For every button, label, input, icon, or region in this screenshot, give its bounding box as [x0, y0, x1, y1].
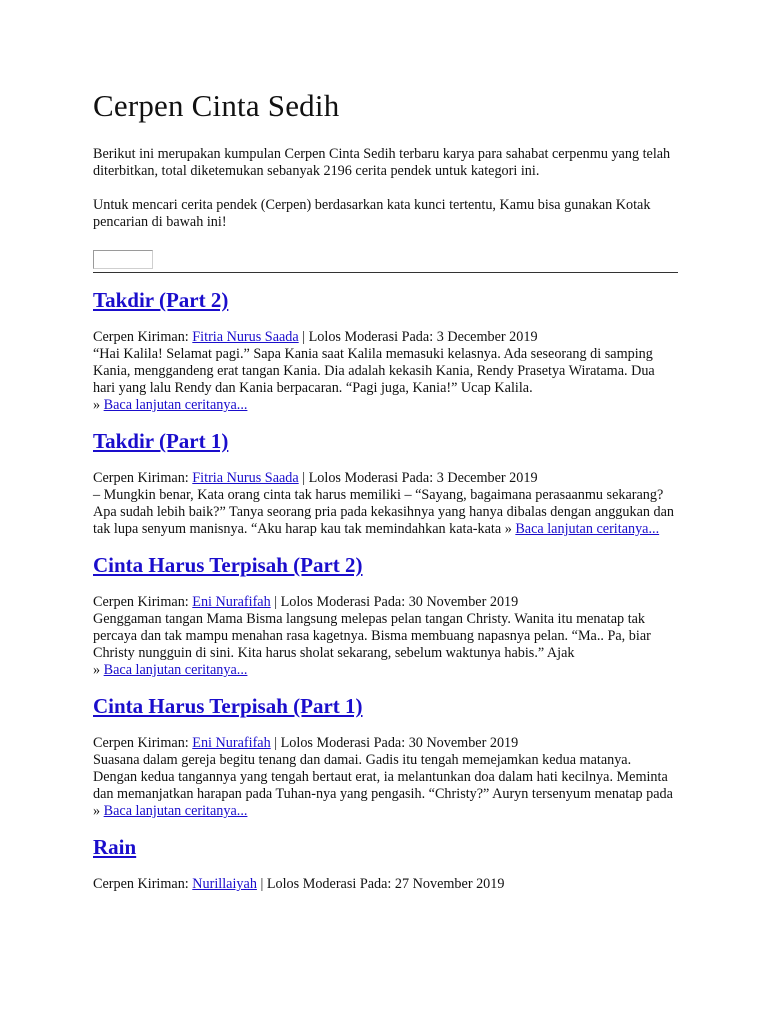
moderation-label: | Lolos Moderasi Pada:	[270, 594, 409, 610]
story-date: 27 November 2019	[394, 876, 505, 892]
read-more-link[interactable]: Baca lanjutan ceritanya...	[103, 397, 248, 413]
excerpt-text: – Mungkin benar, Kata orang cinta tak harus memiliki – “Sayang, bagaimana perasaanmu sekarang? Apa sudah lebih baik?” Tanya seorang pria pada kekasihnya yang hanya dibalas dengan anggukan dan tak lupa senyum manisnya. “Aku harap kau tak memindahkan kata-kata	[93, 487, 675, 537]
story-heading	[93, 834, 678, 860]
story-title-link[interactable]: Rain	[93, 835, 137, 859]
story-excerpt	[93, 752, 678, 820]
story-date: 30 November 2019	[408, 735, 519, 751]
story-heading	[93, 287, 678, 313]
story-meta	[93, 594, 678, 611]
intro-paragraph-search: Untuk mencari cerita pendek (Cerpen) berdasarkan kata kunci tertentu, Kamu bisa gunakan Kotak pencarian di bawah ini!	[93, 197, 651, 230]
story-excerpt	[93, 346, 678, 414]
excerpt-text: Genggaman tangan Mama Bisma langsung melepas pelan tangan Christy. Wanita itu menatap tak percaya dan tak mampu menahan rasa kagetnya. Bisma membuang napasnya pelan. “Ma.. Pa, biar Christy nungguin di sini. Kita harus sholat sekarang, sebelum waktunya habis.” Ajak	[93, 611, 651, 661]
excerpt-text: Suasana dalam gereja begitu tenang dan damai. Gadis itu tengah memejamkan kedua matanya. Dengan kedua tangannya yang tengah bertaut erat, ia melantunkan doa dalam hati kecilnya. Meminta dan memanjatkan harapan pada Tuhan-nya yang pengasih. “Christy?” Auryn tersenyum menatap pada	[93, 752, 673, 802]
page-title: Cerpen Cinta Sedih	[93, 88, 340, 123]
story-meta	[93, 470, 678, 487]
submitted-by-label: Cerpen Kiriman:	[93, 470, 193, 486]
story-meta	[93, 329, 678, 346]
story-meta	[93, 735, 678, 752]
submitted-by-label: Cerpen Kiriman:	[93, 329, 193, 345]
read-more-arrow: »	[501, 521, 516, 537]
story-entry	[93, 834, 678, 893]
moderation-label: | Lolos Moderasi Pada:	[270, 735, 409, 751]
moderation-label: | Lolos Moderasi Pada:	[298, 470, 437, 486]
submitted-by-label: Cerpen Kiriman:	[93, 735, 193, 751]
story-date: 30 November 2019	[408, 594, 519, 610]
story-excerpt	[93, 487, 678, 538]
author-link[interactable]: Eni Nurafifah	[192, 735, 271, 751]
story-heading	[93, 693, 678, 719]
story-meta	[93, 876, 678, 893]
story-title-link[interactable]: Cinta Harus Terpisah (Part 2)	[93, 553, 363, 577]
story-entry	[93, 428, 678, 538]
story-heading	[93, 552, 678, 578]
story-entry	[93, 693, 678, 820]
moderation-label: | Lolos Moderasi Pada:	[298, 329, 437, 345]
moderation-label: | Lolos Moderasi Pada:	[256, 876, 395, 892]
search-bar-row	[93, 250, 678, 273]
search-input[interactable]	[93, 250, 153, 269]
story-title-link[interactable]: Takdir (Part 2)	[93, 288, 229, 312]
story-entry	[93, 287, 678, 414]
author-link[interactable]: Eni Nurafifah	[192, 594, 271, 610]
submitted-by-label: Cerpen Kiriman:	[93, 876, 193, 892]
author-link[interactable]: Fitria Nurus Saada	[192, 470, 299, 486]
read-more-arrow: »	[93, 803, 104, 819]
submitted-by-label: Cerpen Kiriman:	[93, 594, 193, 610]
read-more-link[interactable]: Baca lanjutan ceritanya...	[103, 803, 248, 819]
story-heading	[93, 428, 678, 454]
read-more-arrow: »	[93, 662, 104, 678]
author-link[interactable]: Nurillaiyah	[192, 876, 257, 892]
story-date: 3 December 2019	[436, 329, 538, 345]
read-more-link[interactable]: Baca lanjutan ceritanya...	[515, 521, 660, 537]
story-title-link[interactable]: Cinta Harus Terpisah (Part 1)	[93, 694, 363, 718]
story-excerpt	[93, 611, 678, 679]
story-title-link[interactable]: Takdir (Part 1)	[93, 429, 229, 453]
intro-paragraph-count: Berikut ini merupakan kumpulan Cerpen Cinta Sedih terbaru karya para sahabat cerpenmu yang telah diterbitkan, total diketemukan sebanyak 2196 cerita pendek untuk kategori ini.	[93, 146, 671, 179]
read-more-arrow: »	[93, 397, 104, 413]
excerpt-text: “Hai Kalila! Selamat pagi.” Sapa Kania saat Kalila memasuki kelasnya. Ada seseorang di samping Kania, menggandeng erat tangan Kania. Dia adalah kekasih Kania, Rendy Prasetya Wiratama. Dua hari yang lalu Rendy dan Kania berpacaran. “Pagi juga, Kania!” Ucap Kalila.	[93, 346, 655, 396]
read-more-link[interactable]: Baca lanjutan ceritanya...	[103, 662, 248, 678]
story-entry	[93, 552, 678, 679]
author-link[interactable]: Fitria Nurus Saada	[192, 329, 299, 345]
story-date: 3 December 2019	[436, 470, 538, 486]
